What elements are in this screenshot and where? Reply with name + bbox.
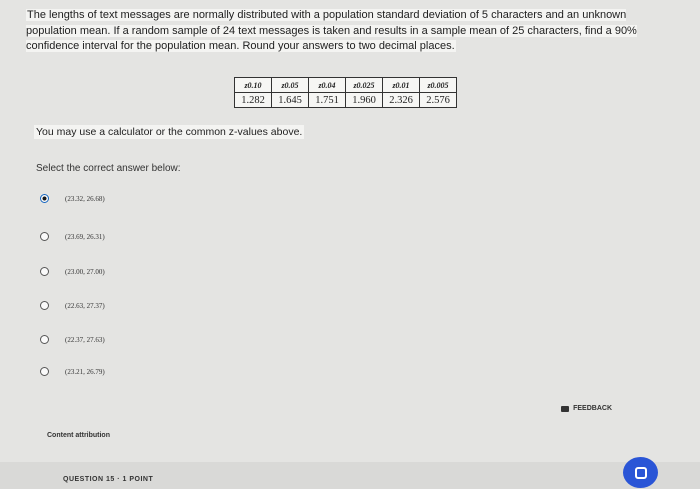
z-table-header-row (235, 78, 457, 93)
z-table-header: z0.05 (272, 78, 309, 93)
radio-button-selected[interactable] (40, 194, 49, 203)
radio-button[interactable] (40, 301, 49, 310)
z-table-header: z0.10 (235, 78, 272, 93)
option-label: (22.37, 27.63) (65, 335, 105, 344)
z-table-header: z0.005 (420, 78, 457, 93)
option-label: (23.69, 26.31) (65, 232, 105, 241)
z-table-value: 2.326 (383, 93, 420, 108)
question-text: The lengths of text messages are normally distributed with a population standard deviation of 5 characters and an unknown population mean. If a random sample of 24 text messages is taken and results in a sample mean of 25 characters, find a 90% confidence interval for the population mean. Round your answers to two decimal places. (26, 9, 637, 52)
z-table-value: 2.576 (420, 93, 457, 108)
question-number-label: QUESTION 15 · 1 POINT (63, 476, 154, 483)
help-chat-button[interactable] (623, 457, 658, 488)
option-label: (22.63, 27.37) (65, 301, 105, 310)
answer-option-1[interactable] (40, 194, 105, 203)
z-table-value: 1.751 (309, 93, 346, 108)
z-table-value-row (235, 93, 457, 108)
feedback-button[interactable] (561, 405, 612, 412)
answer-option-5[interactable] (40, 335, 105, 344)
z-value-table (234, 77, 457, 108)
option-label: (23.32, 26.68) (65, 194, 105, 203)
radio-button[interactable] (40, 232, 49, 241)
z-table-header: z0.025 (346, 78, 383, 93)
answer-option-4[interactable] (40, 301, 105, 310)
calculator-hint: You may use a calculator or the common z-values above. (36, 126, 303, 138)
answer-option-3[interactable] (40, 267, 105, 276)
answer-option-2[interactable] (40, 232, 105, 241)
feedback-icon (561, 406, 569, 412)
content-attribution-link[interactable]: Content attribution (47, 432, 110, 439)
answer-prompt: Select the correct answer below: (36, 163, 181, 174)
answer-option-6[interactable] (40, 367, 105, 376)
z-table-header: z0.01 (383, 78, 420, 93)
radio-button[interactable] (40, 335, 49, 344)
z-table-value: 1.282 (235, 93, 272, 108)
option-label: (23.21, 26.79) (65, 367, 105, 376)
radio-button[interactable] (40, 267, 49, 276)
radio-button[interactable] (40, 367, 49, 376)
chat-icon (635, 467, 647, 479)
z-table-value: 1.960 (346, 93, 383, 108)
feedback-label: FEEDBACK (573, 405, 612, 412)
z-table-value: 1.645 (272, 93, 309, 108)
z-table-header: z0.04 (309, 78, 346, 93)
option-label: (23.00, 27.00) (65, 267, 105, 276)
